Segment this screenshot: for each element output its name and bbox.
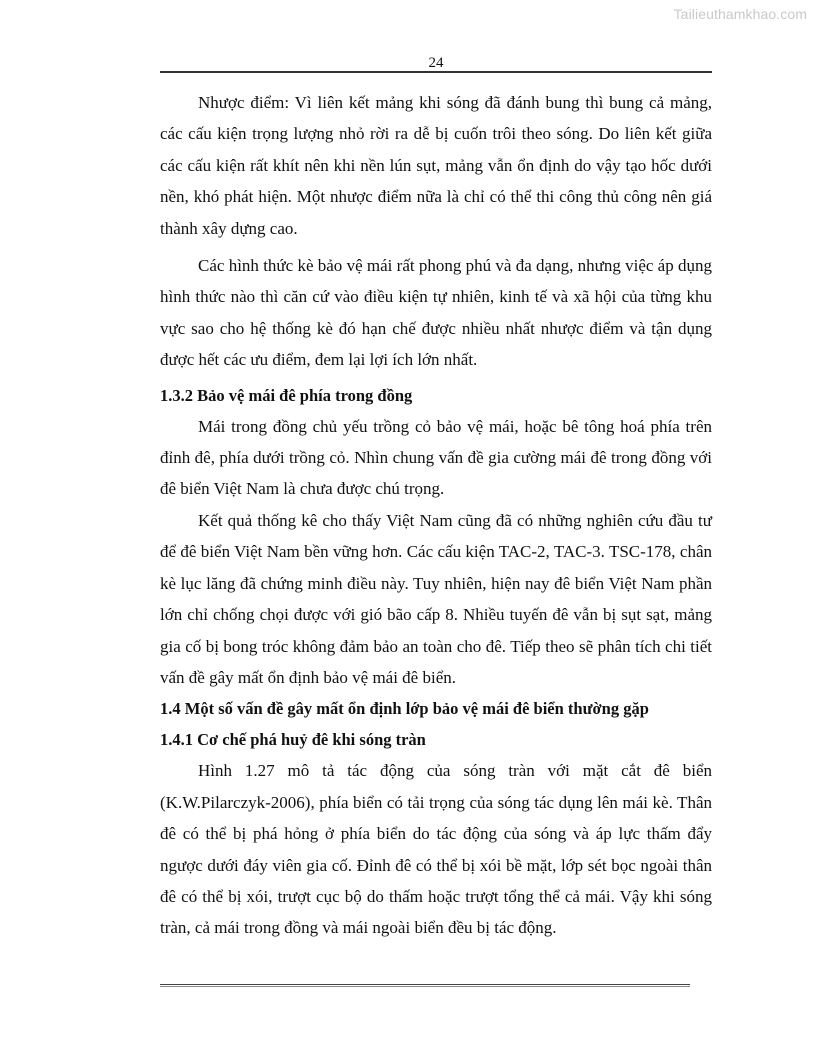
watermark: Tailieuthamkhao.com bbox=[673, 6, 807, 22]
paragraph-forms-of-revetment: Các hình thức kè bảo vệ mái rất phong phú và đa dạng, nhưng việc áp dụng hình thức nào thì căn cứ vào điều kiện tự nhiên, kinh tế và xã hội của từng khu vực sao cho hệ thống kè đó hạn chế được nhiều nhất nhược điểm và tận dụng được hết các ưu điểm, đem lại lợi ích lớn nhất. bbox=[160, 256, 712, 370]
heading-1-4: 1.4 Một số vấn đề gây mất ổn định lớp bảo vệ mái đê biển thường gặp bbox=[160, 699, 649, 719]
paragraph-statistics: Kết quả thống kê cho thấy Việt Nam cũng đã có những nghiên cứu đầu tư để đê biển Việt Nam bền vững hơn. Các cấu kiện TAC-2, TAC-3. TSC-178, chân kè lục lăng đã chứng minh điều này. Tuy nhiên, hiện nay đê biển Việt Nam phần lớn chỉ chống chọi được với gió bão cấp 8. Nhiều tuyến đê vẫn bị sụt sạt, mảng gia cố bị bong tróc không đảm bảo an toàn cho đê. Tiếp theo sẽ phân tích chi tiết vấn đề gây mất ổn định bảo vệ mái đê biển. bbox=[160, 510, 712, 687]
paragraph-disadvantages: Nhược điểm: Vì liên kết mảng khi sóng đã đánh bung thì bung cả mảng, các cấu kiện trọng lượng nhỏ rời ra dễ bị cuốn trôi theo sóng. Do liên kết giữa các cấu kiện rất khít nên khi nền lún sụt, mảng vẫn ổn định do vậy tạo hốc dưới nền, khó phát hiện. Một nhược điểm nữa là chỉ có thể thi công thủ công nên giá thành xây dựng cao. bbox=[160, 93, 712, 238]
paragraph-overtopping: Hình 1.27 mô tả tác động của sóng tràn với mặt cắt đê biển (K.W.Pilarczyk-2006), phía biển có tải trọng của sóng tác dụng lên mái kè. Thân đê có thể bị phá hỏng ở phía biển do tác động của sóng và áp lực thấm đẩy ngược dưới đáy viên gia cố. Đỉnh đê có thể bị xói bề mặt, lớp sét bọc ngoài thân đê có thể bị xói, trượt cục bộ do thấm hoặc trượt tổng thể cả mái. Vậy khi sóng tràn, cả mái trong đồng và mái ngoài biển đều bị tác động. bbox=[160, 761, 712, 938]
footer-rule bbox=[160, 984, 690, 987]
heading-1-4-1: 1.4.1 Cơ chế phá huỷ đê khi sóng tràn bbox=[160, 730, 426, 750]
page-number: 24 bbox=[428, 55, 444, 71]
header-rule bbox=[160, 71, 712, 73]
document-body bbox=[160, 87, 712, 944]
paragraph-inner-slope: Mái trong đồng chủ yếu trồng cỏ bảo vệ mái, hoặc bê tông hoá phía trên đỉnh đê, phía dưới trồng cỏ. Nhìn chung vấn đề gia cường mái đê trong đồng với đê biển Việt Nam là chưa được chú trọng. bbox=[160, 416, 712, 499]
heading-1-3-2: 1.3.2 Bảo vệ mái đê phía trong đồng bbox=[160, 385, 413, 405]
